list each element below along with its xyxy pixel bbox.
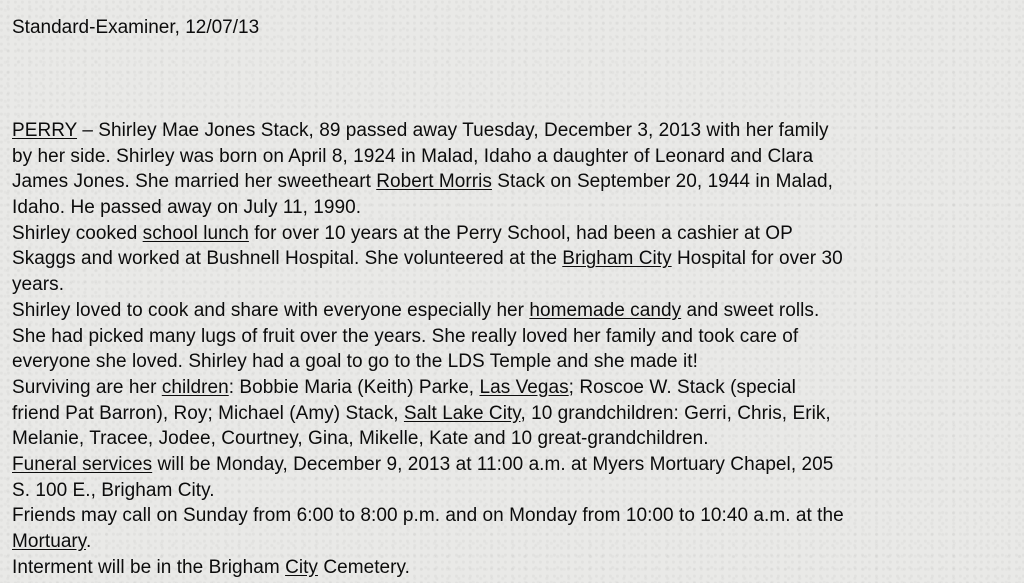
- text-segment: ; Roscoe W. Stack (special: [568, 376, 796, 398]
- text-line: [12, 118, 1022, 144]
- text-line: [12, 529, 1022, 555]
- underlined-term: homemade candy: [529, 299, 682, 321]
- text-line: [12, 401, 1022, 427]
- text-segment: S. 100 E., Brigham City.: [12, 479, 215, 501]
- text-segment: years.: [12, 274, 65, 296]
- text-segment: , 10 grandchildren: Gerri, Chris, Erik,: [520, 402, 831, 424]
- text-segment: Stack on September 20, 1944 in Malad,: [491, 171, 833, 193]
- cropped-next-line: [0, 572, 1024, 583]
- text-line: [12, 169, 1022, 195]
- text-line: [12, 298, 1022, 324]
- text-segment: by her side. Shirley was born on April 8, 1924 in Malad, Idaho a daughter of Leonard and Clara: [12, 145, 814, 167]
- underlined-term: Brigham City: [562, 248, 672, 270]
- text-segment: Melanie, Tracee, Jodee, Courtney, Gina, Mikelle, Kate and 10 great-grandchildren.: [12, 428, 709, 450]
- text-line: [12, 144, 1022, 170]
- text-line: [12, 503, 1022, 529]
- text-line: [12, 375, 1022, 401]
- underlined-term: City: [285, 556, 318, 578]
- text-segment: Interment will be in the Brigham: [12, 556, 286, 578]
- text-line: [12, 246, 1022, 272]
- text-line: [12, 349, 1022, 375]
- underlined-term: Funeral services: [12, 453, 153, 475]
- text-segment: – Shirley Mae Jones Stack, 89 passed away Tuesday, December 3, 2013 with her family: [77, 120, 829, 141]
- text-segment: Hospital for over 30: [671, 248, 843, 270]
- text-line: [12, 221, 1022, 247]
- text-segment: She had picked many lugs of fruit over the years. She really loved her family and took care of: [12, 325, 799, 347]
- text-segment: Cemetery.: [317, 556, 410, 578]
- text-segment: .: [85, 531, 92, 552]
- newspaper-source-date: Standard-Examiner, 12/07/13: [12, 17, 260, 38]
- underlined-term: PERRY: [12, 120, 78, 141]
- text-line: [12, 195, 1022, 221]
- obituary-text: [12, 118, 1022, 580]
- text-line: [12, 324, 1022, 350]
- text-line: [12, 478, 1022, 504]
- text-line: [12, 452, 1022, 478]
- text-line: [12, 272, 1022, 298]
- text-segment: will be Monday, December 9, 2013 at 11:00 a.m. at Myers Mortuary Chapel, 205: [152, 453, 834, 475]
- underlined-term: Robert Morris: [376, 171, 492, 193]
- text-line: [12, 426, 1022, 452]
- text-segment: Shirley cooked: [12, 222, 143, 244]
- text-segment: and sweet rolls.: [681, 299, 820, 321]
- text-segment: for over 10 years at the Perry School, had been a cashier at OP: [248, 222, 793, 244]
- underlined-term: Las Vegas: [479, 376, 569, 398]
- underlined-term: children: [161, 376, 229, 398]
- text-segment: everyone she loved. Shirley had a goal to go to the LDS Temple and she made it!: [12, 351, 698, 373]
- underlined-term: school lunch: [142, 222, 249, 244]
- text-segment: James Jones. She married her sweetheart: [12, 171, 377, 193]
- text-segment: Shirley loved to cook and share with everyone especially her: [12, 299, 530, 321]
- underlined-term: Mortuary: [12, 531, 86, 552]
- text-segment: : Bobbie Maria (Keith) Parke,: [228, 376, 480, 398]
- underlined-term: Salt Lake City: [403, 402, 521, 424]
- text-segment: Friends may call on Sunday from 6:00 to 8:00 p.m. and on Monday from 10:00 to 10:40 a.m. at the: [12, 505, 844, 527]
- text-segment: Surviving are her: [12, 376, 162, 398]
- text-segment: Idaho. He passed away on July 11, 1990.: [12, 197, 362, 219]
- text-segment: friend Pat Barron), Roy; Michael (Amy) Stack,: [12, 402, 404, 424]
- text-segment: Skaggs and worked at Bushnell Hospital. She volunteered at the: [12, 248, 563, 270]
